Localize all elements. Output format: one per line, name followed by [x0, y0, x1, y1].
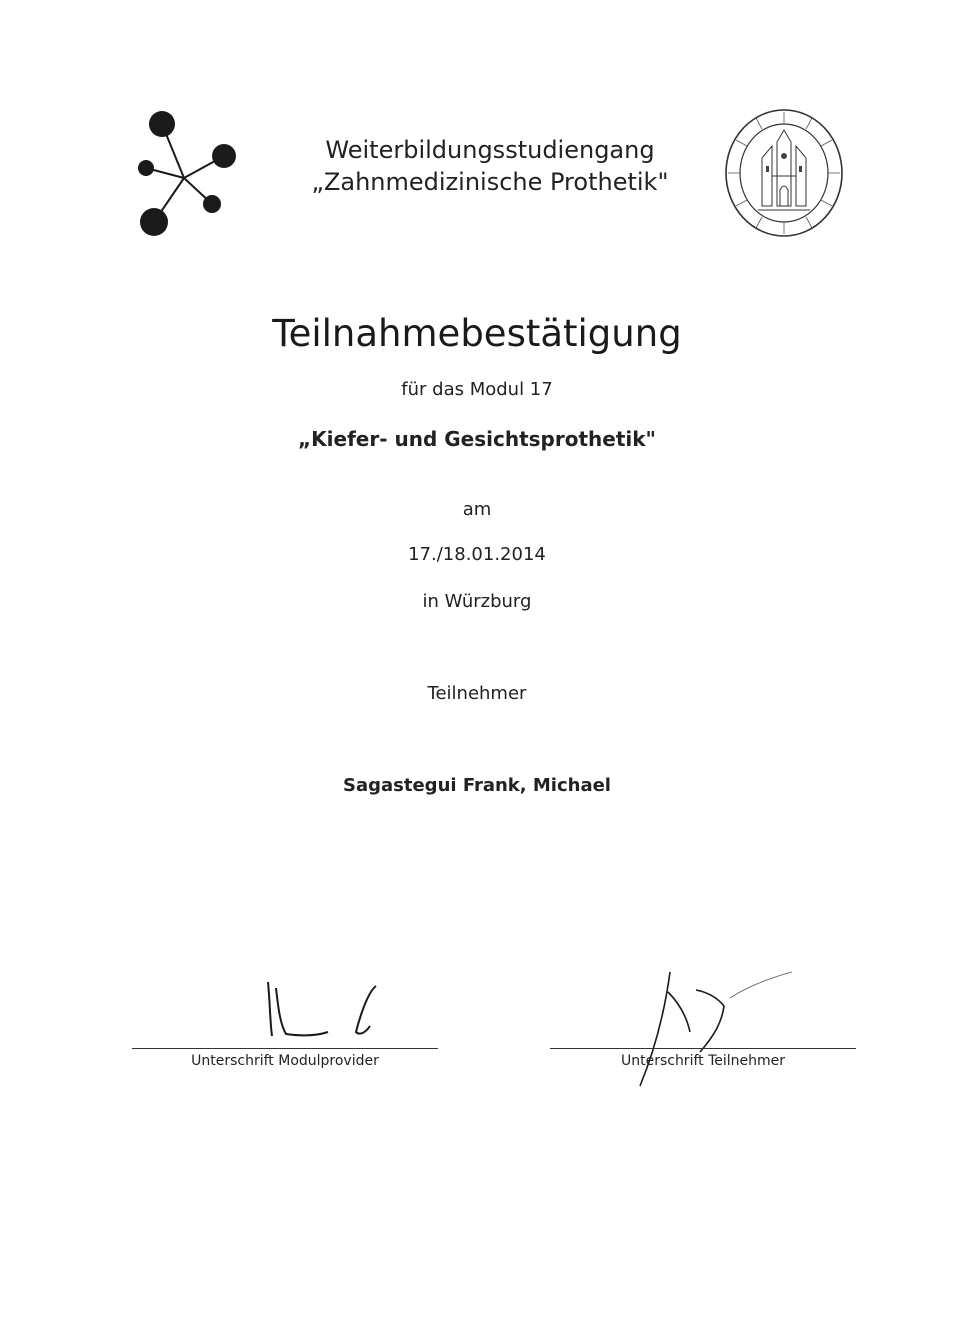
certificate-title: Teilnahmebestätigung [272, 312, 682, 355]
provider-signature [256, 972, 386, 1044]
molecule-network-icon [132, 104, 242, 244]
event-date: 17./18.01.2014 [408, 544, 546, 565]
program-line-1: Weiterbildungsstudiengang [325, 136, 655, 164]
provider-signature-label: Unterschrift Modulprovider [191, 1053, 379, 1069]
module-name: „Kiefer- und Gesichtsprothetik" [298, 427, 656, 451]
university-seal-icon [722, 106, 846, 240]
module-line: für das Modul 17 [401, 379, 553, 400]
participant-signature-label: Unterschrift Teilnehmer [620, 1053, 786, 1069]
provider-signature-line [132, 1048, 438, 1071]
participant-name: Sagastegui Frank, Michael [343, 775, 611, 796]
event-location: in Würzburg [422, 591, 532, 612]
program-title [280, 134, 700, 198]
am-label: am [462, 499, 492, 520]
participant-signature-line [550, 1048, 856, 1071]
program-line-2: „Zahnmedizinische Prothetik" [311, 168, 669, 196]
participant-label: Teilnehmer [427, 683, 527, 704]
